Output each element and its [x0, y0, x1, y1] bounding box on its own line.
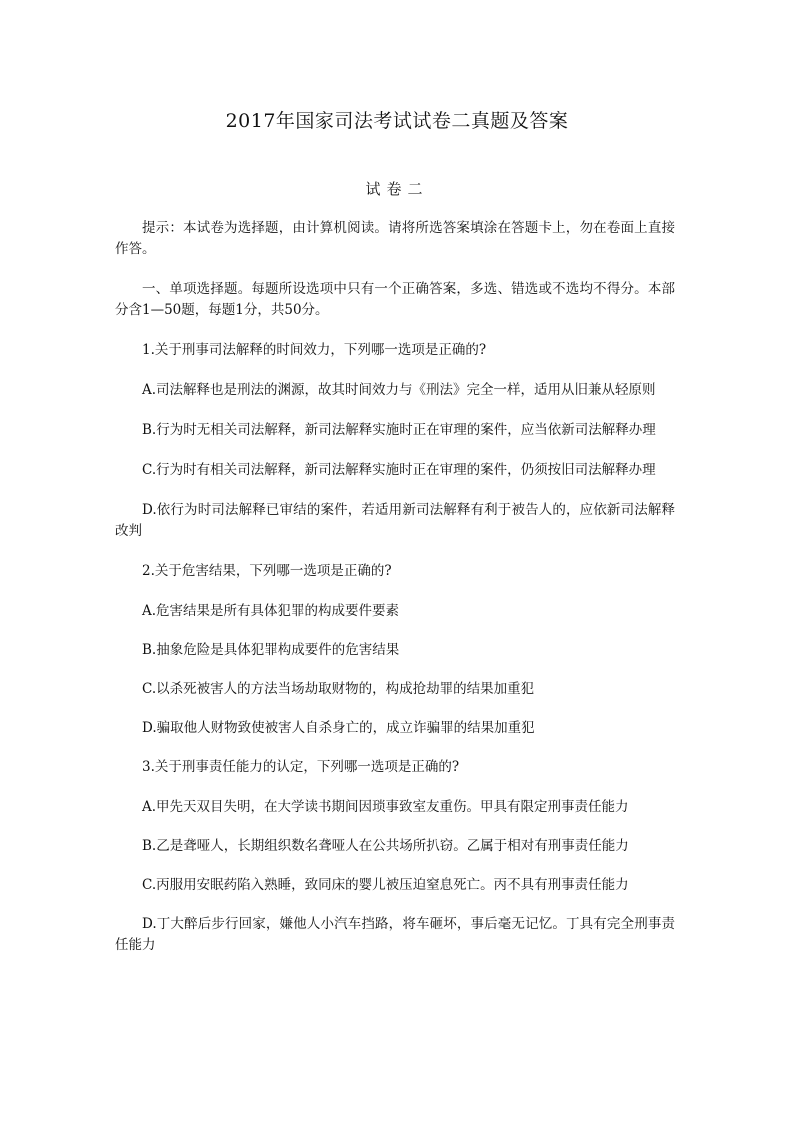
question-stem: 3.关于刑事责任能力的认定，下列哪一选项是正确的? [142, 759, 460, 775]
question-option: C.以杀死被害人的方法当场劫取财物的，构成抢劫罪的结果加重犯 [142, 681, 535, 697]
document-body [115, 218, 675, 974]
question-option: B.行为时无相关司法解释，新司法解释实施时正在审理的案件，应当依新司法解释办理 [142, 422, 656, 438]
question-option: B.抽象危险是具体犯罪构成要件的危害结果 [142, 642, 400, 658]
question-option: D.骗取他人财物致使被害人自杀身亡的，成立诈骗罪的结果加重犯 [142, 720, 535, 736]
notice-paragraph: 提示：本试卷为选择题，由计算机阅读。请将所选答案填涂在答题卡上，勿在卷面上直接作答。 [115, 220, 675, 257]
question-option: B.乙是聋哑人，长期组织数名聋哑人在公共场所扒窃。乙属于相对有刑事责任能力 [142, 838, 629, 854]
question-option: D.丁大醉后步行回家，嫌他人小汽车挡路，将车砸坏，事后毫无记忆。丁具有完全刑事责任能力 [115, 916, 675, 953]
question-option: C.丙服用安眠药陷入熟睡，致同床的婴儿被压迫窒息死亡。丙不具有刑事责任能力 [142, 877, 629, 893]
section-intro: 一、单项选择题。每题所设选项中只有一个正确答案，多选、错选或不选均不得分。本部分含1—50题，每题1分，共50分。 [115, 281, 675, 318]
question-stem: 2.关于危害结果，下列哪一选项是正确的? [142, 563, 392, 579]
question-option: D.依行为时司法解释已审结的案件，若适用新司法解释有利于被告人的，应依新司法解释改判 [115, 502, 675, 539]
question-option: C.行为时有相关司法解释，新司法解释实施时正在审理的案件，仍须按旧司法解释办理 [142, 462, 656, 478]
page-title: 2017年国家司法考试试卷二真题及答案 [225, 110, 569, 132]
page-subtitle: 试卷二 [365, 180, 429, 198]
question-option: A.司法解释也是刑法的渊源，故其时间效力与《刑法》完全一样，适用从旧兼从轻原则 [142, 382, 656, 398]
question-option: A.危害结果是所有具体犯罪的构成要件要素 [142, 603, 400, 619]
question-stem: 1.关于刑事司法解释的时间效力，下列哪一选项是正确的? [142, 342, 487, 358]
question-option: A.甲先天双目失明，在大学读书期间因琐事致室友重伤。甲具有限定刑事责任能力 [142, 799, 629, 815]
